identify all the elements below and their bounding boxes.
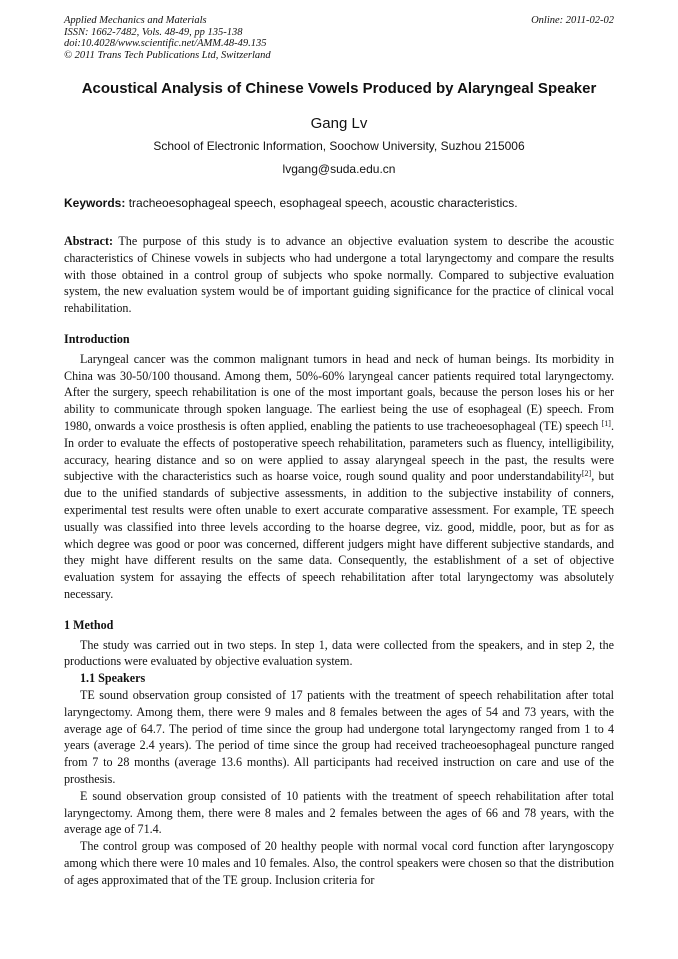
te-group-paragraph: TE sound observation group consisted of 17 patients with the treatment of speech rehabilitation after total laryngectomy. Among them, there were 9 males and 8 females between the ages of 54 and 73 years, with the average age of 64.7. The period of time since the group had undergone total laryngectomy ranged from 1 to 4 years (average 2.4 years). The period of time since the group had received tracheoesophageal puncture ranged from 7 to 28 months (average 13.6 months). All participants had received instruction on care and use of the prosthesis. [64, 687, 614, 786]
introduction-heading: Introduction [64, 331, 130, 346]
keywords-label: Keywords: [64, 196, 126, 210]
journal-issn: ISSN: 1662-7482, Vols. 48-49, pp 135-138 [64, 26, 243, 38]
speakers-heading: 1.1 Speakers [80, 671, 146, 686]
online-date: Online: 2011-02-02 [531, 15, 614, 26]
journal-doi: doi:10.4028/www.scientific.net/AMM.48-49.135 [64, 38, 267, 49]
e-group-paragraph: E sound observation group consisted of 10 patients with the treatment of speech rehabilitation after total laryngectomy. Among them, there were 8 males and 2 females between the ages of 66 and 78 years, with the average age of 71.4. [64, 788, 614, 837]
abstract-label: Abstract: [64, 234, 114, 248]
author-affiliation: School of Electronic Information, Soochow University, Suzhou 215006 [153, 139, 525, 153]
intro-text-part1: Laryngeal cancer was the common malignant tumors in head and neck of human beings. Its morbidity in China was 30-50/100 thousand. Among them, 50%-60% laryngeal cancer patients required total laryngectomy. After the surgery, speech rehabilitation is one of the most important goals, because the person loses his or her ability to communicate through spoken language. The earliest being the use of esophageal (E) speech. From 1980, onwards a voice prosthesis is often applied, enabling the patients to use tracheoesophageal (TE) speech [64, 351, 614, 433]
abstract-text: The purpose of this study is to advance an objective evaluation system to describe the acoustic characteristics of Chinese vowels in subjects who had undergone a total laryngectomy and compare the results with those obtained in a control group of subjects who spoke normally. Compared to subjective evaluation system, the new evaluation system would be of important guiding significance for the practice of clinical vocal rehabilitation. [64, 234, 614, 316]
keywords [64, 196, 614, 210]
control-group-paragraph: The control group was composed of 20 healthy people with normal vocal cord function after laryngoscopy among which there were 10 males and 10 females. Also, the control speakers were chosen so that the distribution of ages approximated that of the TE group. Inclusion criteria for [64, 839, 614, 887]
citation-1: [1] [601, 418, 611, 428]
paper-body [64, 233, 614, 888]
paper-title: Acoustical Analysis of Chinese Vowels Produced by Alaryngeal Speaker [81, 80, 597, 97]
introduction-paragraph [64, 351, 614, 603]
citation-2: [2] [581, 469, 592, 479]
intro-text-part2: . In order to evaluate the effects of postoperative speech rehabilitation, parameters such as fluency, intelligibility, accuracy, hearing distance and so on were applied to assay alaryngeal speech in the past, the results were subjective with the characteristics such as hoarse voice, rough sound quality and poor understandability [64, 418, 614, 484]
paper-author: Gang Lv [310, 115, 368, 132]
journal-copyright: © 2011 Trans Tech Publications Ltd, Switzerland [64, 49, 271, 61]
method-paragraph: The study was carried out in two steps. In step 1, data were collected from the speakers, and in step 2, the productions were evaluated by objective evaluation system. [64, 637, 614, 669]
intro-text-part3: , but due to the unified standards of subjective assessments, in addition to the subjective instability of conners, experimental test results were often unable to exert accurate comparative assessment. For example, TE speech usually was classified into three levels according to the hoarse degree, viz. good, middle, poor, but as for as which degree was good or poor was concerned, different judgers might have different subjective standards, and they might have different results on the same data. Consequently, the establishment of a set of objective evaluation system for assaying the effects of speech rehabilitation after total laryngectomy was absolutely necessary. [64, 469, 614, 601]
keywords-text: tracheoesophageal speech, esophageal speech, acoustic characteristics. [125, 196, 518, 210]
journal-header [64, 15, 614, 61]
method-heading: 1 Method [64, 617, 114, 632]
author-email: lvgang@suda.edu.cn [282, 162, 396, 176]
journal-name: Applied Mechanics and Materials [64, 15, 207, 26]
abstract [64, 233, 614, 317]
